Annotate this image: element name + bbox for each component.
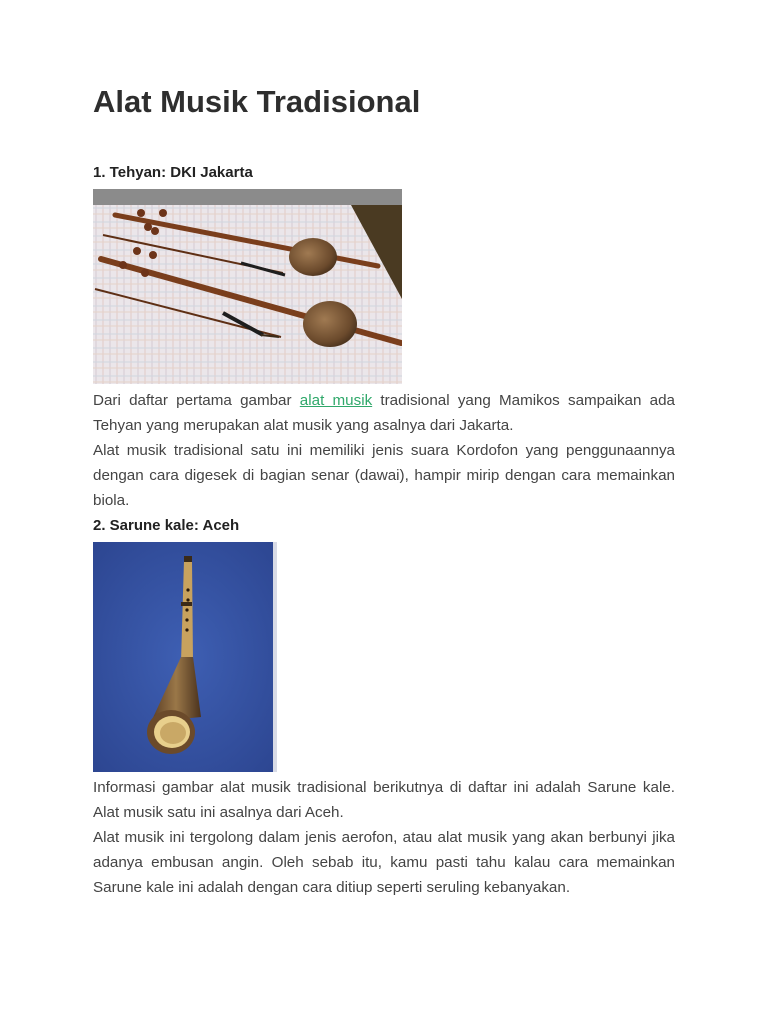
tehyan-paragraph-2: Alat musik tradisional satu ini memiliki jenis suara Kordofon yang penggunaannya dengan cara digesek di bagian senar (dawai), hampir mirip dengan cara memainkan biola. <box>93 442 675 509</box>
tehyan-paragraph-1: Dari daftar pertama gambar alat musik tradisional yang Mamikos sampaikan ada Tehyan yang merupakan alat musik yang asalnya dari Jakarta. <box>93 392 675 434</box>
sarune-kale-paragraph-2: Alat musik ini tergolong dalam jenis aerofon, atau alat musik yang akan berbunyi jika adanya embusan angin. Oleh sebab itu, kamu pasti tahu kalau cara memainkan Sarune kale ini adalah dengan cara ditiup seperti seruling kebanyakan. <box>93 829 675 896</box>
alat-musik-link[interactable]: alat musik <box>299 392 373 409</box>
section-heading-sarune-kale: 2. Sarune kale: Aceh <box>93 517 240 534</box>
page-title: Alat Musik Tradisional <box>93 84 421 119</box>
tehyan-image <box>93 189 402 384</box>
sarune-kale-image <box>93 542 277 772</box>
section-heading-tehyan: 1. Tehyan: DKI Jakarta <box>93 164 253 181</box>
sarune-kale-paragraph-1: Informasi gambar alat musik tradisional berikutnya di daftar ini adalah Sarune kale. Alat musik satu ini asalnya dari Aceh. <box>93 779 675 821</box>
